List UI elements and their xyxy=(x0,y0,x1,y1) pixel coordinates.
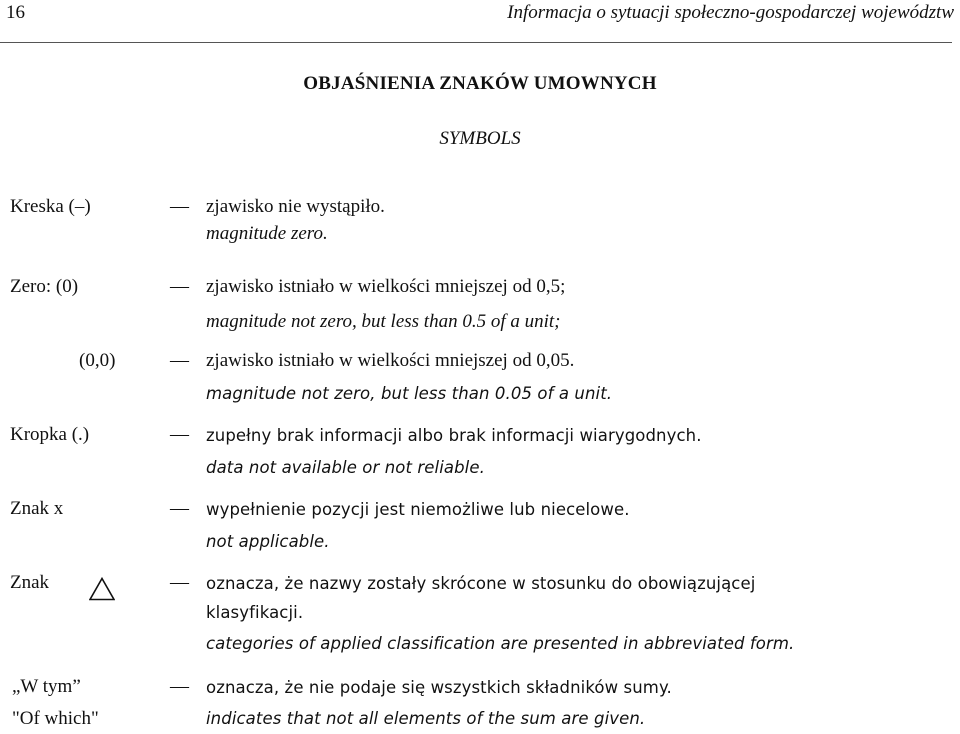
symbol-w-tym: „W tym” xyxy=(12,676,81,697)
triangle-icon xyxy=(89,577,115,601)
page-subtitle: SYMBOLS xyxy=(439,128,521,149)
znak-x-desc-en: not applicable. xyxy=(206,532,330,551)
zero-desc-pl: zjawisko istniało w wielkości mniejszej od 0,5; xyxy=(206,276,566,297)
dash-separator: — xyxy=(170,350,189,371)
kreska-desc-pl: zjawisko nie wystąpiło. xyxy=(206,196,385,217)
page-number: 16 xyxy=(6,2,25,23)
symbol-kropka: Kropka (.) xyxy=(10,424,90,445)
dash-separator: — xyxy=(170,424,189,445)
header-rule xyxy=(0,42,952,43)
dash-separator: — xyxy=(170,676,189,697)
dash-separator: — xyxy=(170,276,189,297)
dash-separator: — xyxy=(170,572,189,593)
symbol-zero-zero: (0,0) xyxy=(79,350,116,371)
znak-triangle-desc-en: categories of applied classification are presented in abbreviated form. xyxy=(206,634,795,653)
kropka-desc-pl: zupełny brak informacji albo brak informacji wiarygodnych. xyxy=(206,426,702,445)
symbol-kreska: Kreska (–) xyxy=(10,196,91,217)
w-tym-desc-en: indicates that not all elements of the sum are given. xyxy=(206,709,646,728)
kreska-desc-en: magnitude zero. xyxy=(206,223,328,244)
kropka-desc-en: data not available or not reliable. xyxy=(206,458,485,477)
dash-separator: — xyxy=(170,196,189,217)
running-title: Informacja o sytuacji społeczno-gospodarczej województw xyxy=(507,2,954,23)
symbol-of-which: "Of which" xyxy=(12,708,99,729)
symbol-znak-triangle: Znak xyxy=(10,572,50,593)
zero-zero-desc-en: magnitude not zero, but less than 0.05 of a unit. xyxy=(206,384,613,403)
w-tym-desc-pl: oznacza, że nie podaje się wszystkich składników sumy. xyxy=(206,678,672,697)
page-title: OBJAŚNIENIA ZNAKÓW UMOWNYCH xyxy=(303,73,657,94)
dash-separator: — xyxy=(170,498,189,519)
znak-triangle-desc-pl-line1: oznacza, że nazwy zostały skrócone w stosunku do obowiązującej xyxy=(206,574,756,593)
zero-zero-desc-pl: zjawisko istniało w wielkości mniejszej od 0,05. xyxy=(206,350,575,371)
zero-desc-en: magnitude not zero, but less than 0.5 of a unit; xyxy=(206,311,561,332)
symbol-zero: Zero: (0) xyxy=(10,276,79,297)
znak-x-desc-pl: wypełnienie pozycji jest niemożliwe lub niecelowe. xyxy=(206,500,630,519)
symbol-znak-x: Znak x xyxy=(10,498,64,519)
znak-triangle-desc-pl-line2: klasyfikacji. xyxy=(206,603,304,622)
